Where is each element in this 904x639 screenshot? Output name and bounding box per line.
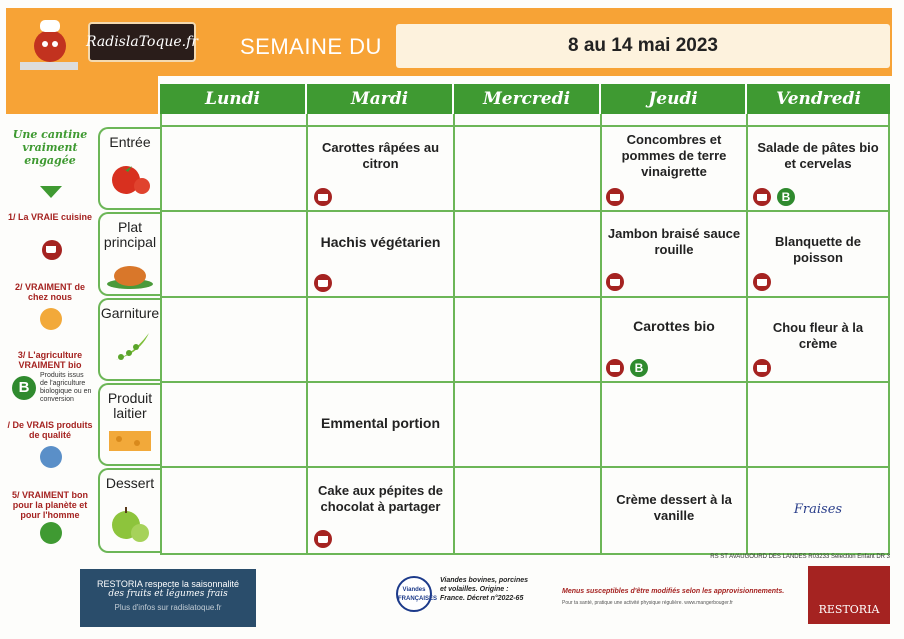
cell-mardi-dessert: Cake aux pépites de chocolat à partager (318, 483, 443, 514)
roast-chicken-icon (105, 258, 155, 290)
quality-medal-icon (40, 446, 62, 468)
sidebar-item-local (4, 282, 96, 302)
local-pin-icon (40, 308, 62, 330)
cell-mardi-plat: Hachis végétarien (320, 234, 441, 250)
sidebar-title: Une cantine vraiment engagée (12, 128, 88, 167)
cell-vendredi-entree: Salade de pâtes bio et cervelas (757, 140, 879, 171)
viandes-francaises-logo: Viandes FRANÇAISES (396, 576, 432, 612)
row-label-text: Garniture (100, 305, 160, 321)
site-logo: RadislaToque.fr (88, 22, 196, 62)
homemade-pot-icon (606, 273, 624, 291)
row-label-text: Plat principal (103, 219, 157, 250)
sidebar-item-cuisine (4, 212, 96, 222)
homemade-pot-icon (606, 359, 624, 377)
credits-text: RS ST AVAUGOURD DES LANDES R03233 Sélection Enfant DR 3 (710, 554, 890, 560)
bio-badge-icon: B (12, 376, 36, 400)
week-label: SEMAINE DU (240, 34, 382, 59)
homemade-pot-icon (753, 273, 771, 291)
chef-mascot-icon (14, 16, 84, 74)
sidebar-item-label: 1/ La VRAIE cuisine (7, 212, 93, 222)
row-label-text: Produit laitier (107, 390, 153, 421)
homemade-pot-icon (42, 240, 62, 260)
cell-jeudi-entree: Concombres et pommes de terre vinaigrette (621, 132, 727, 179)
cell-vendredi-garniture: Chou fleur à la crème (772, 320, 864, 351)
row-label-plat (98, 212, 160, 296)
sidebar-item-bio (4, 350, 96, 370)
row-label-laitier (98, 383, 160, 466)
sidebar-item-label: / De VRAIS produits de qualité (7, 420, 93, 440)
sidebar-item-quality (4, 420, 96, 440)
header-band-extension (6, 76, 158, 114)
health-notice: Pour ta santé, pratique une activité physique régulière. www.mangerbouger.fr (562, 600, 733, 606)
row-label-text: Entrée (109, 134, 151, 150)
banner-line1: RESTORIA respecte la saisonnalité (97, 579, 239, 589)
bio-badge-icon: B (777, 188, 795, 206)
cell-mardi-laitier: Emmental portion (320, 415, 440, 431)
cell-vendredi-plat: Blanquette de poisson (775, 234, 861, 265)
banner-line2: des fruits et légumes frais (108, 589, 228, 599)
row-label-text: Dessert (105, 475, 155, 491)
arrow-down-icon (40, 186, 62, 198)
sidebar-item-planet (4, 490, 96, 520)
sidebar-item-label: 3/ L'agriculture VRAIMENT bio (17, 350, 83, 370)
homemade-pot-icon (753, 188, 771, 206)
row-label-entree (98, 127, 160, 210)
cheese-icon (105, 427, 155, 453)
tomato-icon (106, 156, 154, 196)
day-header-lundi: Lundi (160, 84, 307, 114)
homemade-pot-icon (606, 188, 624, 206)
cell-jeudi-dessert: Crème dessert à la vanille (616, 492, 732, 523)
planet-icon (40, 522, 62, 544)
week-date-range: 8 au 14 mai 2023 (396, 24, 890, 68)
restoria-logo: RESTORIA (808, 566, 890, 624)
homemade-pot-icon (314, 274, 332, 292)
viandes-text: Viandes bovines, porcines et volailles. Origine : France. Décret n°2022-65 (440, 577, 529, 602)
row-label-dessert (98, 468, 160, 553)
homemade-pot-icon (753, 359, 771, 377)
day-header-jeudi: Jeudi (601, 84, 747, 114)
banner-line3[interactable]: Plus d'infos sur radislatoque.fr (114, 603, 222, 612)
menu-notice: Menus susceptibles d'être modifiés selon les approvisionnements. (562, 588, 785, 595)
apple-icon (106, 501, 154, 545)
homemade-pot-icon (314, 530, 332, 548)
bio-note: Produits issus de l'agriculture biologique ou en conversion (40, 372, 92, 403)
seasonality-banner (80, 569, 256, 627)
bio-badge-icon: B (630, 359, 648, 377)
cell-jeudi-garniture: Carottes bio (633, 318, 715, 334)
day-header-vendredi: Vendredi (747, 84, 890, 114)
sidebar-item-label: 2/ VRAIMENT de chez nous (14, 282, 85, 302)
cell-mardi-entree: Carottes râpées au citron (321, 140, 440, 171)
sidebar-item-label: 5/ VRAIMENT bon pour la planète et pour l'homme (12, 490, 88, 520)
homemade-pot-icon (314, 188, 332, 206)
cell-vendredi-dessert: Fraises (793, 502, 843, 517)
day-header-mercredi: Mercredi (454, 84, 601, 114)
peas-icon (105, 327, 155, 367)
row-label-garniture (98, 298, 160, 381)
cell-jeudi-plat: Jambon braisé sauce rouille (607, 226, 741, 257)
day-header-mardi: Mardi (307, 84, 454, 114)
